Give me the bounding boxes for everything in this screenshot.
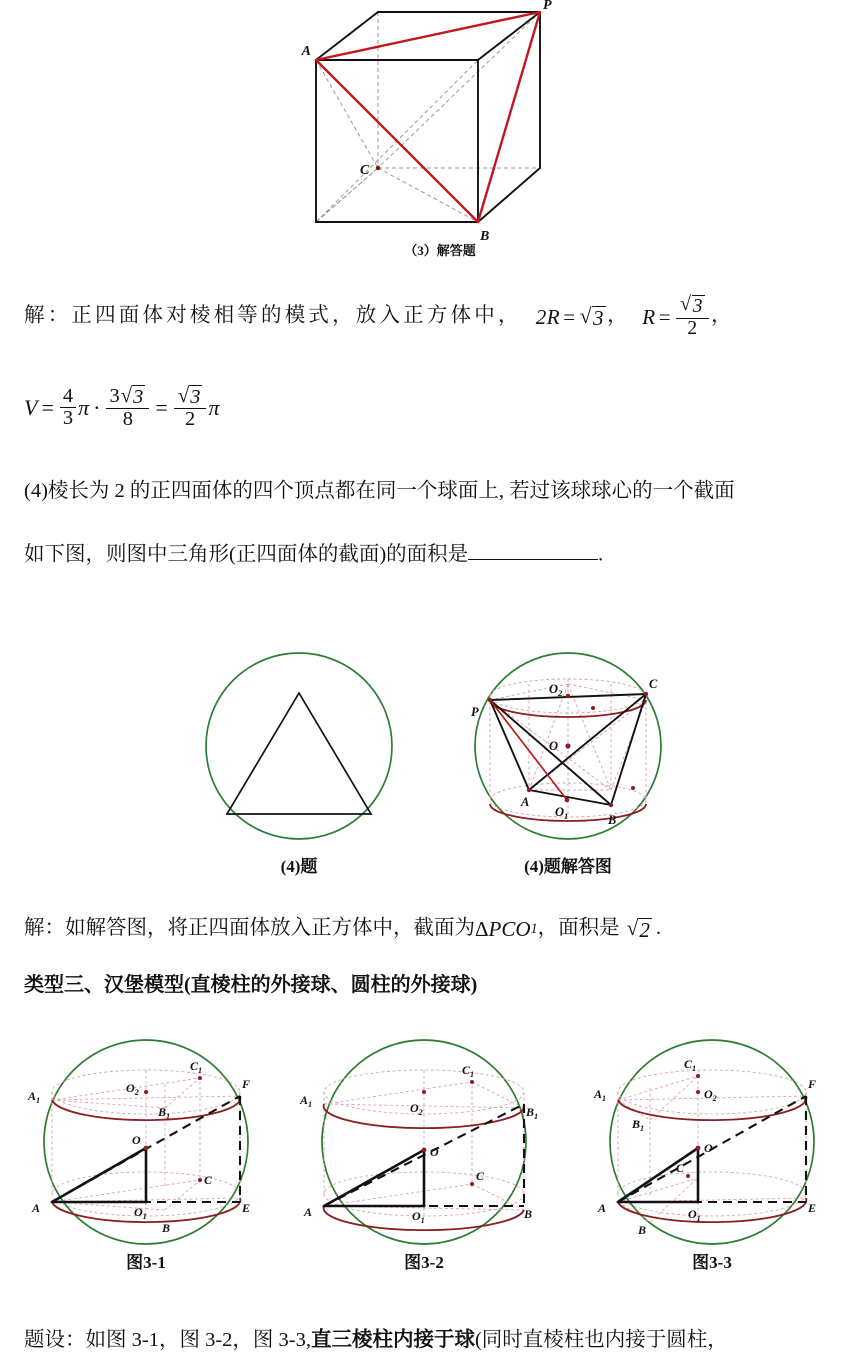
figure-4-question-caption: (4)题 (280, 857, 318, 876)
fig31-label-O2: $O_2$ (126, 1081, 139, 1097)
fig31-label-C1: $C_1$ (190, 1059, 203, 1075)
figure-4-question (203, 648, 395, 876)
inscribed-triangle (227, 693, 371, 814)
figure-cube-diagram (300, 0, 580, 258)
fig32-label-A1: $A_1$ (300, 1093, 313, 1109)
section-heading: 类型三、汉堡模型(直棱柱的外接球、圆柱的外接球) (24, 974, 478, 996)
problem-4-line1: (4)棱长为 2 的正四面体的四个顶点都在同一个球面上, 若过该球球心的一个截面 (24, 480, 735, 502)
answer-blank[interactable] (468, 540, 598, 560)
fig4-label-O: O (549, 739, 559, 753)
fig33-label-F: F (808, 1077, 817, 1091)
figure-3-1-caption: 图3-1 (126, 1253, 166, 1272)
fig33-label-O2: $O_2$ (704, 1087, 717, 1103)
fig31-label-E: E (242, 1201, 251, 1215)
fig33-label-A1: $A_1$ (594, 1087, 607, 1103)
fig33-label-B: B (638, 1223, 647, 1237)
footer-line (24, 1330, 728, 1351)
fig33-label-B1: $B_1$ (632, 1117, 645, 1133)
fig31-label-A1: $A_1$ (28, 1089, 41, 1105)
footer-pre: 题设：如图 3-1，图 3-2，图 3-3, (24, 1329, 311, 1351)
fig31-label-A: A (32, 1201, 41, 1215)
solution-3-lead: 解：正四面体对棱相等的模式，放入正方体中， (24, 304, 522, 327)
fig31-label-O: O (132, 1133, 141, 1147)
equation-2R: 2R = √ 3 (535, 303, 605, 330)
cube-label-A: A (301, 44, 311, 59)
equation-R: R = √ 3 2 (642, 295, 711, 339)
fig4-label-A: A (521, 795, 530, 809)
cube-label-P: P (543, 0, 552, 13)
solution-4-line (24, 918, 661, 941)
fig32-label-O2: $O_2$ (410, 1101, 423, 1117)
figure-3-2-caption: 图3-2 (404, 1253, 444, 1272)
figure-3-3-caption: 图3-3 (692, 1253, 732, 1272)
solution-3-volume (24, 385, 219, 431)
fig4-label-B: B (608, 813, 617, 827)
fig33-label-C1: $C_1$ (684, 1057, 697, 1073)
fig32-label-O1: $O_1$ (412, 1209, 425, 1225)
equation-volume: V = $\frac{4}{3}$ π · 3 √ 3 8 = √ 3 2 π (24, 383, 220, 431)
problem-4-period: . (598, 543, 604, 566)
fig31-label-B1: $B_1$ (158, 1105, 171, 1121)
equation-sqrt2: √ 2 (626, 916, 650, 942)
fig31-label-C: C (204, 1173, 213, 1187)
figure-4-answer-caption: (4)题解答图 (524, 857, 612, 876)
fig33-label-A: A (598, 1201, 607, 1215)
figure-3-3 (588, 1036, 836, 1272)
fig32-label-C: C (476, 1169, 485, 1183)
fig31-label-B: B (162, 1221, 171, 1235)
figure-4-answer (463, 648, 673, 876)
fig32-label-B: B (524, 1207, 533, 1221)
fig32-label-B1: $B_1$ (526, 1105, 539, 1121)
fig33-label-E: E (808, 1201, 817, 1215)
equation-triangle-PCO1: Δ PCO 1 (475, 917, 538, 941)
fig33-label-O1: $O_1$ (688, 1207, 701, 1223)
solution-4-pre: 解：如解答图，将正四面体放入正方体中，截面为 (24, 917, 475, 940)
solution-4-post: . (655, 917, 662, 940)
cube-label-C: C (360, 163, 370, 178)
fig33-label-C: C (676, 1161, 685, 1175)
problem-4-line2-text: 如下图，则图中三角形(正四面体的截面)的面积是 (24, 543, 469, 566)
solution-4-mid: ，面积是 (537, 917, 620, 940)
comma-2: ， (711, 304, 733, 327)
figure-3-2 (300, 1036, 548, 1272)
problem-4-line2 (24, 540, 603, 565)
fig32-label-C1: $C_1$ (462, 1063, 475, 1079)
fig4-label-O1: $O_1$ (555, 805, 569, 821)
figure-cube-caption: （3）解答题 (404, 243, 476, 258)
comma-1: ， (607, 304, 629, 327)
fig31-label-O1: $O_1$ (134, 1205, 147, 1221)
cube-label-B: B (480, 229, 490, 244)
footer-bold: 直三棱柱内接于球 (310, 1329, 475, 1351)
figure-3-1 (22, 1036, 270, 1272)
fig31-label-F: F (242, 1077, 251, 1091)
fig4-label-O2: $O_2$ (549, 682, 563, 698)
circumscribed-circle (206, 653, 392, 839)
fig4-label-P: P (471, 705, 479, 719)
fig32-label-O: O (430, 1145, 439, 1159)
footer-post: (同时直棱柱也内接于圆柱， (474, 1329, 728, 1351)
fig33-label-O: O (704, 1141, 713, 1155)
solution-3-line1 (24, 295, 732, 339)
fig4-label-C: C (649, 677, 658, 691)
fig32-label-A: A (304, 1205, 313, 1219)
